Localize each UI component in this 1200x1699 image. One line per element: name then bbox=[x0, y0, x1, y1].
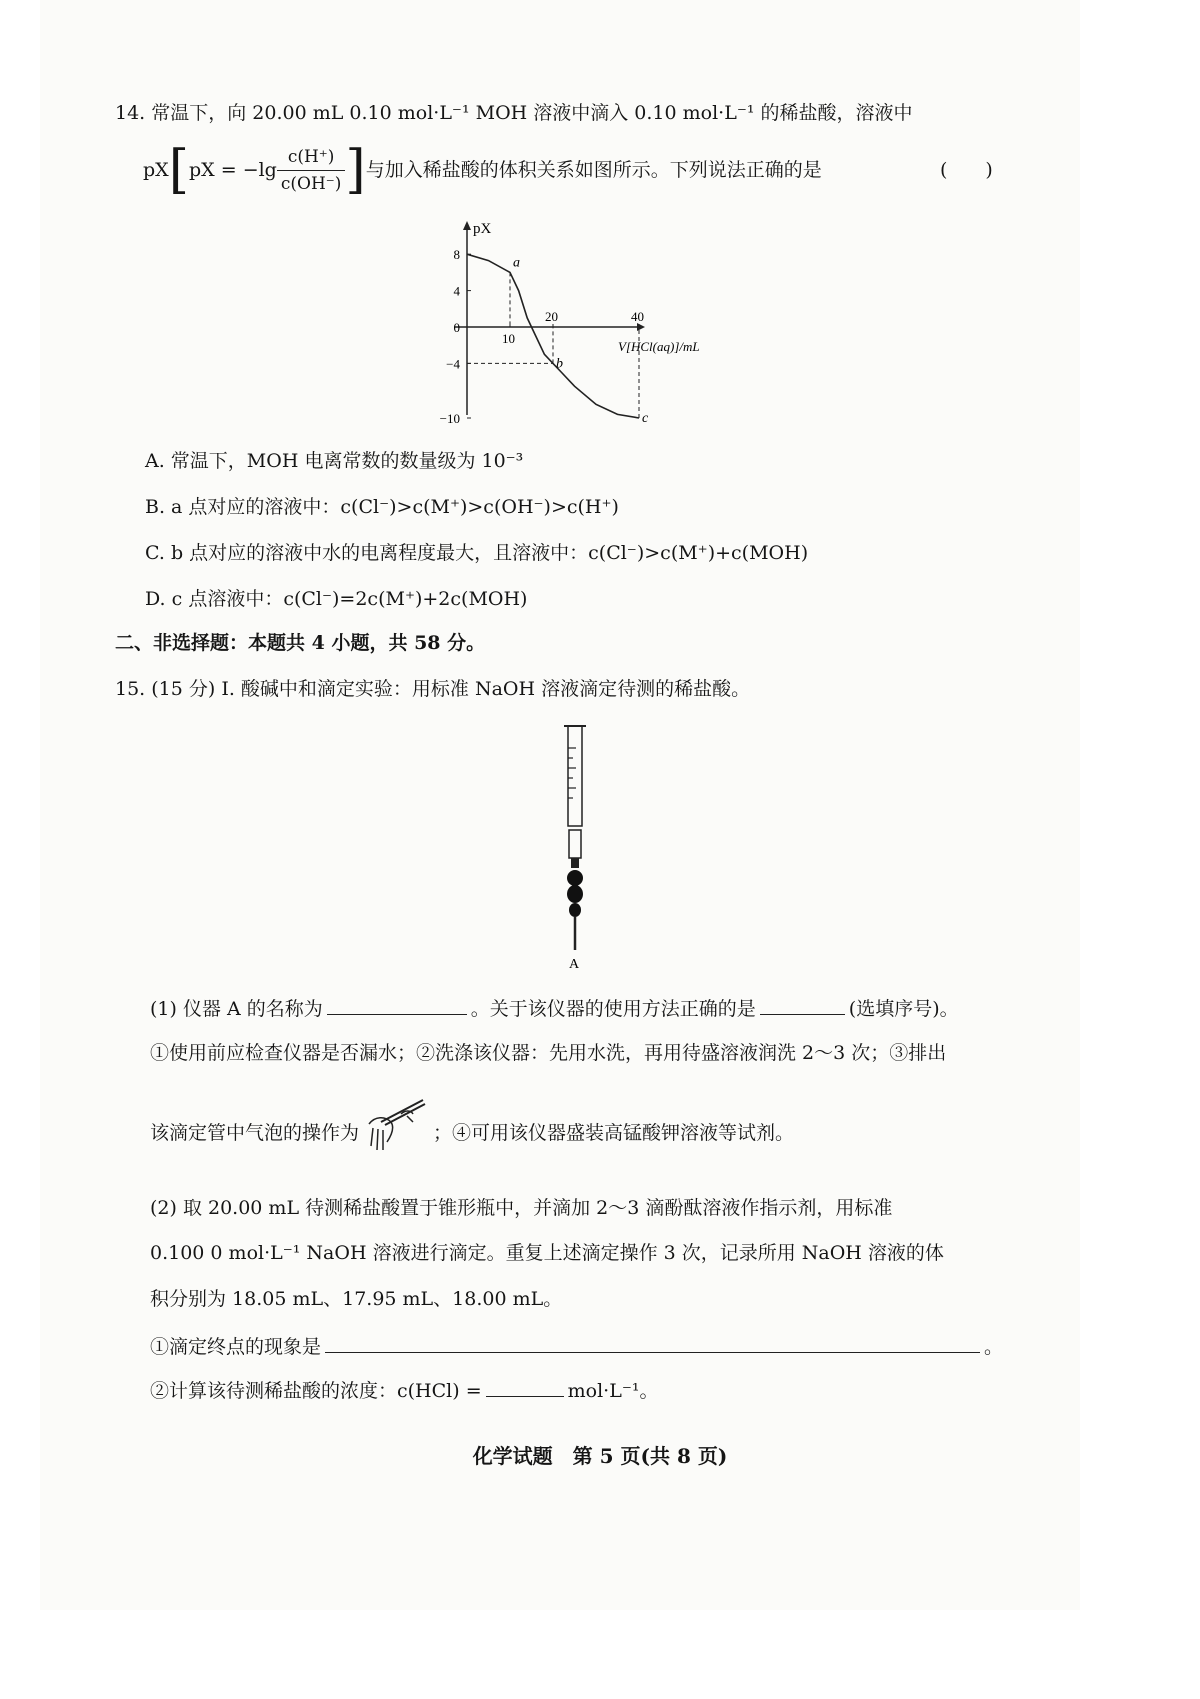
page-footer: 化学试题 第 5 页(共 8 页) bbox=[472, 1444, 728, 1468]
point-label-c: c bbox=[642, 411, 649, 426]
bubble-removal-hand-icon bbox=[361, 1094, 431, 1154]
p2-q1-text: ①滴定终点的现象是 bbox=[150, 1336, 322, 1358]
y-tick-label--10: −10 bbox=[439, 411, 460, 426]
q15-intro: 15. (15 分) Ⅰ. 酸碱中和滴定实验：用标准 NaOH 溶液滴定待测的稀盐酸。 bbox=[115, 678, 751, 700]
q15-p1-line3 bbox=[150, 1112, 794, 1154]
option-a[interactable]: A. 常温下，MOH 电离常数的数量级为 10⁻³ bbox=[145, 450, 524, 472]
p1-line3-a: 该滴定管中气泡的操作为 bbox=[150, 1122, 360, 1144]
y-axis-label: pX bbox=[473, 221, 492, 237]
q14-fraction bbox=[277, 144, 346, 197]
p1-text-c: (选填序号)。 bbox=[848, 998, 959, 1020]
y-tick-label-8: 8 bbox=[453, 247, 460, 263]
px-curve bbox=[467, 254, 639, 418]
rubber-bulb bbox=[567, 870, 583, 886]
q15-p2-line2: 0.100 0 mol·L⁻¹ NaOH 溶液进行滴定。重复上述滴定操作 3 次，记录所用 NaOH 溶液的体 bbox=[150, 1242, 944, 1264]
bracket-left: [ bbox=[168, 140, 189, 200]
q15-concentration-question bbox=[150, 1376, 658, 1404]
q14-line2-suffix: 与加入稀盐酸的体积关系如图所示。下列说法正确的是 bbox=[365, 159, 822, 181]
px-volume-chart bbox=[415, 215, 735, 430]
q15-p2-line3: 积分别为 18.05 mL、17.95 mL、18.00 mL。 bbox=[150, 1288, 563, 1310]
endpoint-phenomenon-blank[interactable] bbox=[325, 1332, 980, 1353]
frac-numerator: c(H⁺) bbox=[277, 144, 346, 171]
x-axis-arrow bbox=[637, 323, 645, 331]
p2-q2-text: ②计算该待测稀盐酸的浓度：c(HCl) = bbox=[150, 1380, 482, 1402]
y-tick-label--4: −4 bbox=[446, 356, 460, 372]
instrument-name-blank[interactable] bbox=[327, 994, 467, 1015]
q14-line1: 14. 常温下，向 20.00 mL 0.10 mol·L⁻¹ MOH 溶液中滴入 0.10 mol·L⁻¹ 的稀盐酸，溶液中 bbox=[115, 102, 913, 124]
frac-denominator: c(OH⁻) bbox=[280, 173, 342, 194]
section-heading: 二、非选择题：本题共 4 小题，共 58 分。 bbox=[115, 632, 486, 654]
y-tick-label-4: 4 bbox=[453, 283, 460, 299]
option-b[interactable]: B. a 点对应的溶液中：c(Cl⁻)>c(M⁺)>c(OH⁻)>c(H⁺) bbox=[145, 496, 619, 518]
point-label-a: a bbox=[513, 255, 520, 271]
p1-line3-b: ；④可用该仪器盛装高锰酸钾溶液等试剂。 bbox=[433, 1122, 795, 1144]
q14-line2 bbox=[143, 140, 822, 200]
q15-p1-line1 bbox=[150, 994, 959, 1022]
q15-p1-line2: ①使用前应检查仪器是否漏水；②洗涤该仪器：先用水洗，再用待盛溶液润洗 2～3 次；③排出 bbox=[150, 1042, 947, 1064]
x-tick-label-10: 10 bbox=[502, 331, 515, 346]
x-tick-label-40: 40 bbox=[631, 309, 644, 324]
p2-q1-end: 。 bbox=[984, 1336, 1004, 1358]
q14-px-def: pX = −lg bbox=[189, 159, 277, 181]
p1-text-b: 。关于该仪器的使用方法正确的是 bbox=[470, 998, 756, 1020]
x-tick-label-20: 20 bbox=[545, 309, 558, 324]
option-d[interactable]: D. c 点溶液中：c(Cl⁻)=2c(M⁺)+2c(MOH) bbox=[145, 588, 528, 610]
y-axis-arrow bbox=[463, 221, 471, 230]
p1-text-a: (1) 仪器 A 的名称为 bbox=[150, 998, 323, 1020]
q15-p2-line1: (2) 取 20.00 mL 待测稀盐酸置于锥形瓶中，并滴加 2～3 滴酚酞溶液作指示剂，用标准 bbox=[150, 1197, 893, 1219]
usage-choice-blank[interactable] bbox=[760, 994, 845, 1015]
q15-endpoint-question bbox=[150, 1332, 1003, 1360]
p2-q2-unit: mol·L⁻¹。 bbox=[567, 1380, 659, 1402]
burette-figure bbox=[540, 718, 620, 973]
answer-paren: ( ) bbox=[940, 159, 993, 181]
bracket-right: ] bbox=[345, 140, 366, 200]
y-tick-label-0: 0 bbox=[453, 320, 460, 335]
option-c[interactable]: C. b 点对应的溶液中水的电离程度最大，且溶液中：c(Cl⁻)>c(M⁺)+c(MOH) bbox=[145, 542, 809, 564]
instrument-a-label: A bbox=[569, 957, 580, 972]
point-label-b: b bbox=[556, 356, 563, 372]
concentration-blank[interactable] bbox=[486, 1376, 564, 1397]
q14-px-label: pX bbox=[143, 159, 169, 181]
x-axis-label: V[HCl(aq)]/mL bbox=[618, 339, 700, 354]
